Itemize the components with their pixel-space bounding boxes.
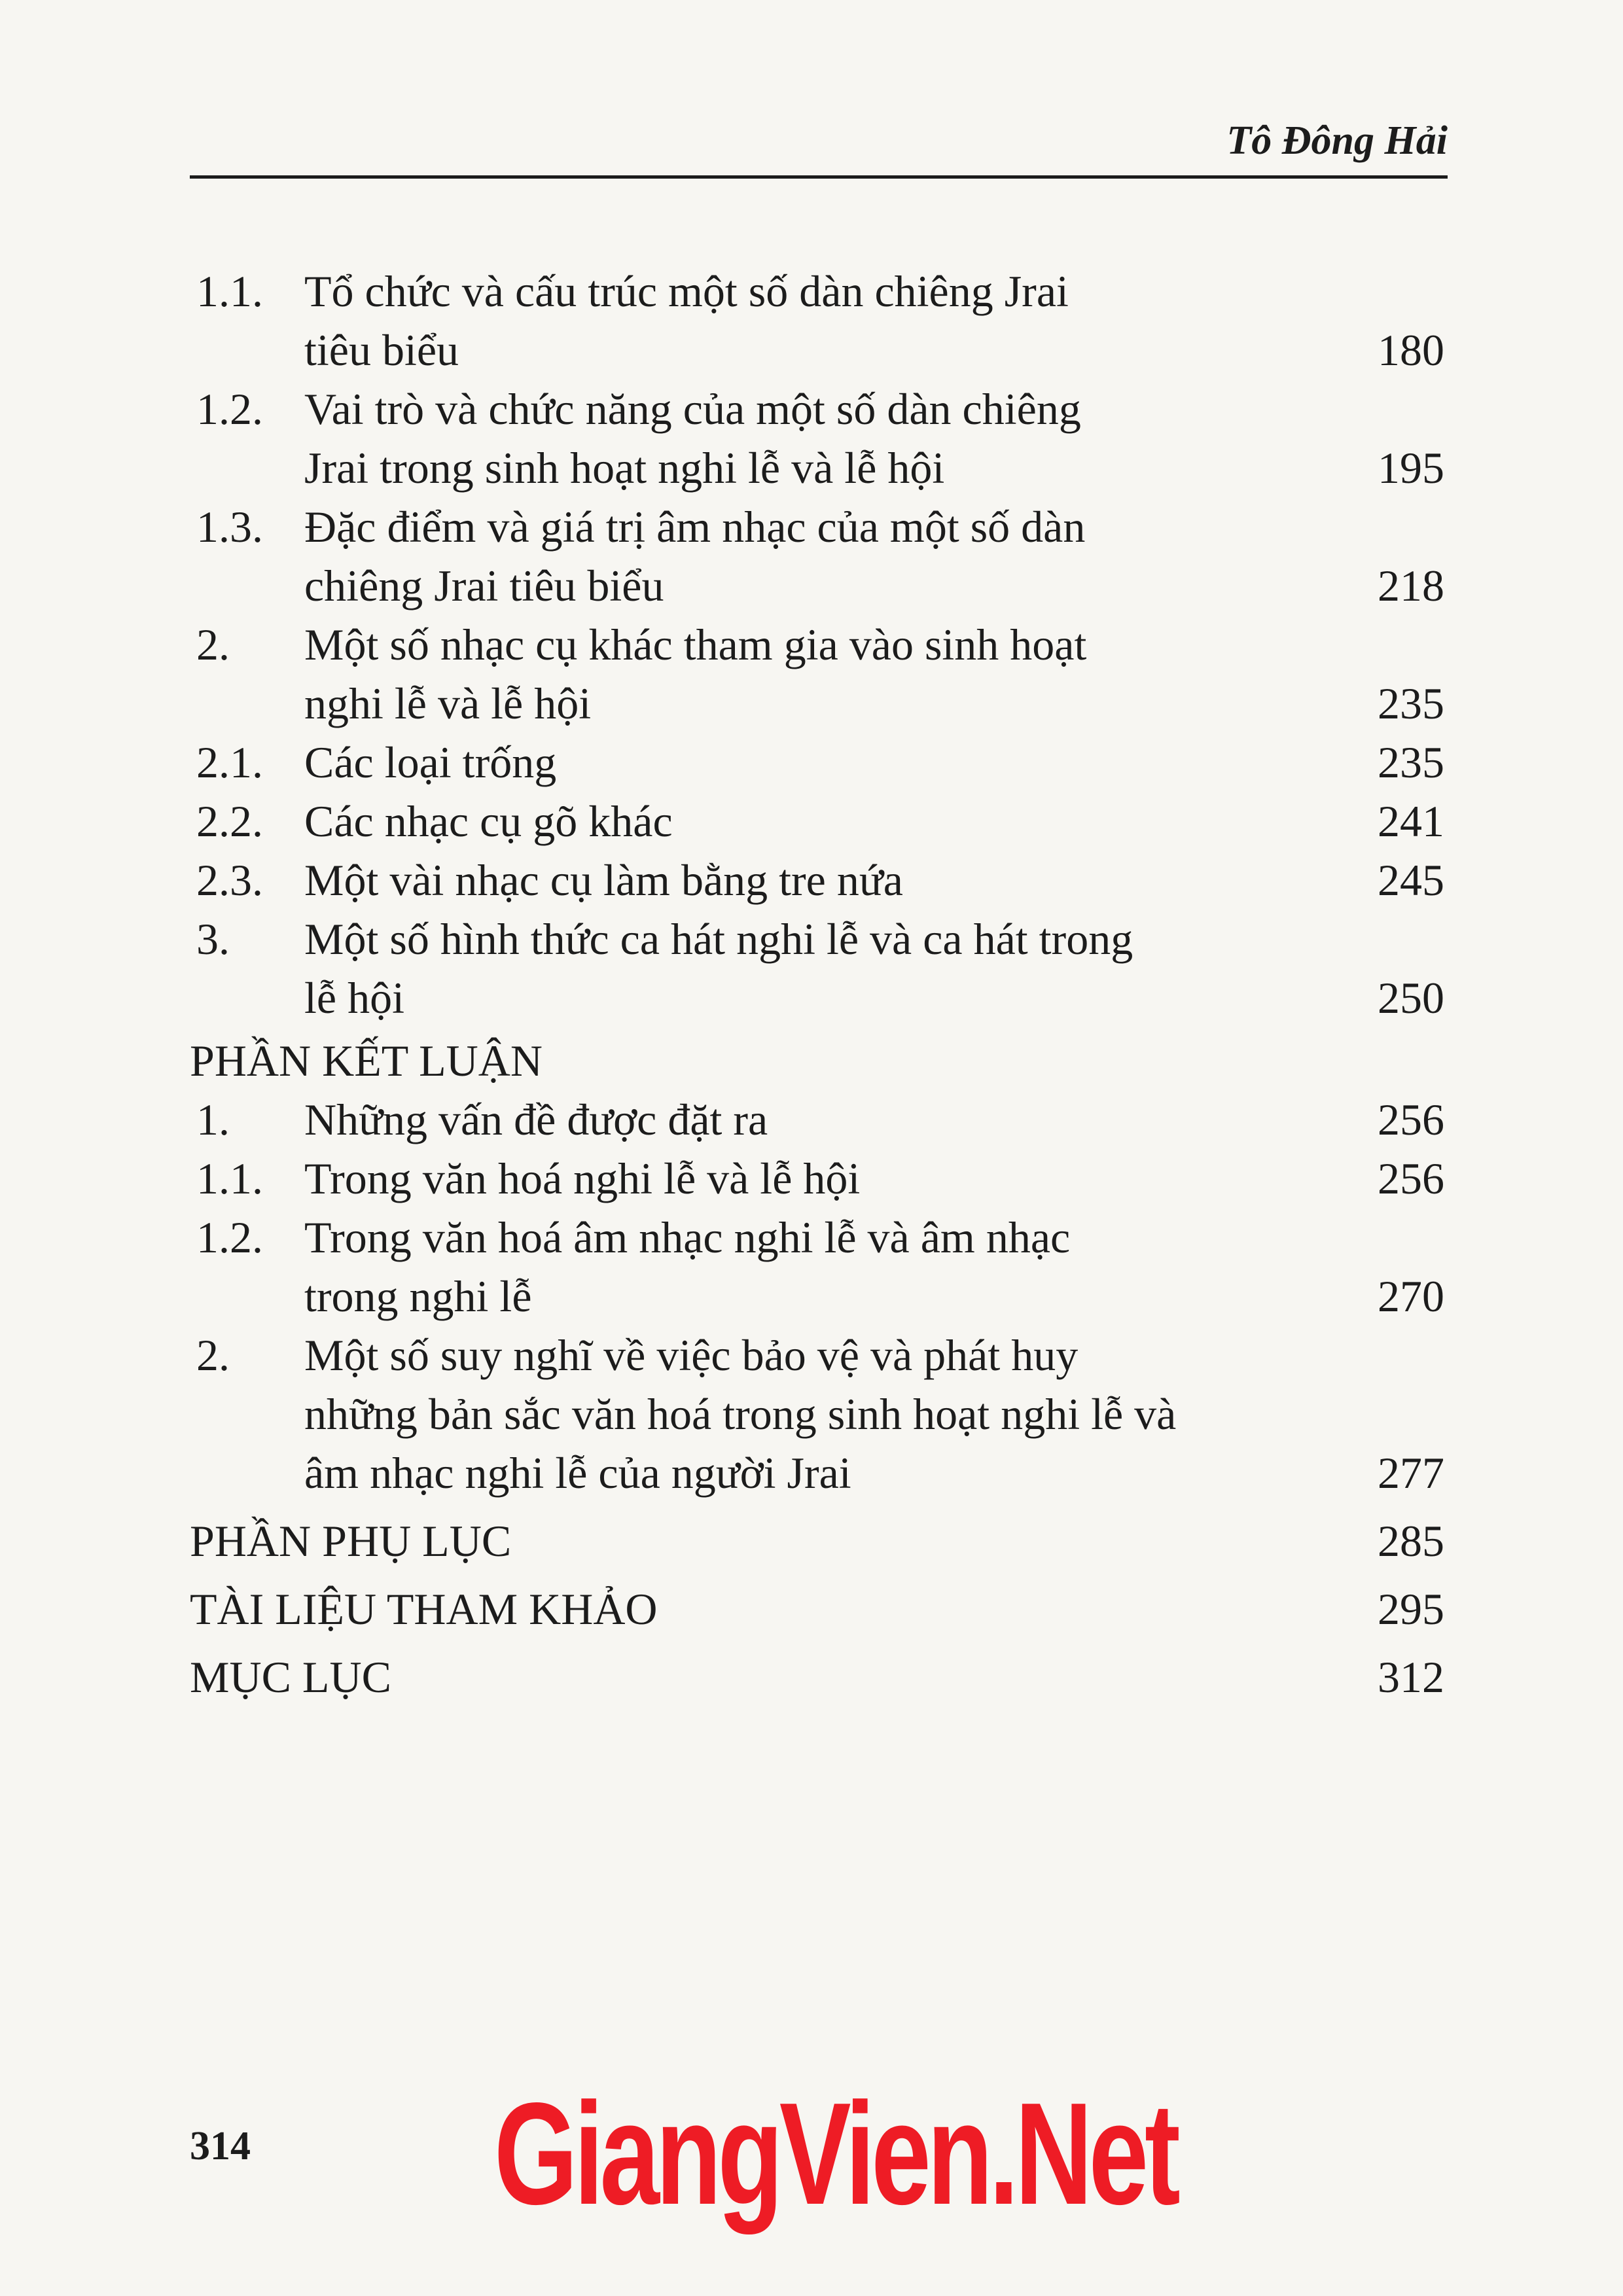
toc-entry-page: 241: [1378, 796, 1444, 846]
running-header-author: Tô Đông Hải: [1226, 118, 1448, 163]
toc-entry-title: Trong văn hoá nghi lễ và lễ hội: [304, 1154, 861, 1203]
table-of-contents: [190, 262, 1448, 1706]
toc-entry-number: 2.1.: [196, 737, 263, 787]
toc-entry-page: 180: [1378, 325, 1444, 375]
toc-entry: [190, 1326, 1448, 1502]
toc-entry-title: PHẦN PHỤ LỤC: [190, 1516, 512, 1566]
toc-entry-page: 218: [1378, 561, 1444, 610]
toc-entry: [190, 1511, 1448, 1570]
toc-entry-page: 256: [1378, 1095, 1444, 1144]
toc-entry: [190, 1031, 1448, 1090]
toc-entry: [190, 497, 1448, 615]
toc-entry-number: 1.1.: [196, 1154, 263, 1203]
toc-entry: [190, 262, 1448, 380]
toc-entry: [190, 615, 1448, 733]
toc-entry-title: Đặc điểm và giá trị âm nhạc của một số dàn chiêng Jrai tiêu biểu: [304, 502, 1086, 610]
toc-entry-title: Trong văn hoá âm nhạc nghi lễ và âm nhạc trong nghi lễ: [304, 1212, 1071, 1321]
toc-entry: [190, 792, 1448, 851]
toc-entry-title: TÀI LIỆU THAM KHẢO: [190, 1584, 658, 1634]
page-number: 314: [190, 2124, 251, 2168]
toc-entry-title: Các loại trống: [304, 737, 557, 787]
toc-entry: [190, 1208, 1448, 1326]
toc-entry: [190, 851, 1448, 910]
toc-entry-page: 285: [1378, 1516, 1444, 1566]
toc-entry-title: Một số suy nghĩ về việc bảo vệ và phát huy những bản sắc văn hoá trong sinh hoạt nghi lễ và âm nhạc nghi lễ của người Jrai: [304, 1330, 1177, 1498]
toc-entry-number: 2.: [196, 620, 230, 669]
toc-entry-number: 2.2.: [196, 796, 263, 846]
watermark: GiangVien.Net: [494, 2073, 1177, 2235]
toc-entry-title: Những vấn đề được đặt ra: [304, 1095, 768, 1144]
toc-entry-number: 1.1.: [196, 266, 263, 316]
toc-entry-title: MỤC LỤC: [190, 1652, 391, 1702]
toc-entry: [190, 733, 1448, 792]
toc-entry-title: Các nhạc cụ gõ khác: [304, 796, 673, 846]
toc-entry-number: 2.3.: [196, 855, 263, 905]
toc-entry-page: 235: [1378, 737, 1444, 787]
toc-entry: [190, 1149, 1448, 1208]
toc-entry-title: Một số hình thức ca hát nghi lễ và ca hát trong lễ hội: [304, 914, 1133, 1023]
toc-entry-page: 250: [1378, 973, 1444, 1023]
toc-entry: [190, 1648, 1448, 1706]
toc-entry: [190, 910, 1448, 1027]
toc-entry-number: 1.2.: [196, 384, 263, 434]
toc-entry-number: 3.: [196, 914, 230, 964]
toc-entry: [190, 380, 1448, 497]
toc-entry: [190, 1090, 1448, 1149]
toc-entry-title: Vai trò và chức năng của một số dàn chiêng Jrai trong sinh hoạt nghi lễ và lễ hội: [304, 384, 1081, 493]
toc-entry-page: 295: [1378, 1584, 1444, 1634]
toc-entry: [190, 1580, 1448, 1638]
toc-entry-number: 1.2.: [196, 1212, 263, 1262]
toc-entry-title: Một số nhạc cụ khác tham gia vào sinh hoạt nghi lễ và lễ hội: [304, 620, 1087, 728]
toc-entry-page: 312: [1378, 1652, 1444, 1702]
toc-entry-page: 245: [1378, 855, 1444, 905]
toc-entry-number: 1.: [196, 1095, 230, 1144]
toc-entry-title: Tổ chức và cấu trúc một số dàn chiêng Jrai tiêu biểu: [304, 266, 1069, 375]
toc-entry-title: Một vài nhạc cụ làm bằng tre nứa: [304, 855, 903, 905]
toc-entry-page: 235: [1378, 679, 1444, 728]
toc-entry-number: 1.3.: [196, 502, 263, 552]
toc-entry-title: PHẦN KẾT LUẬN: [190, 1036, 543, 1086]
toc-entry-page: 277: [1378, 1448, 1444, 1498]
toc-entry-page: 270: [1378, 1271, 1444, 1321]
toc-entry-number: 2.: [196, 1330, 230, 1380]
toc-entry-page: 256: [1378, 1154, 1444, 1203]
toc-entry-page: 195: [1378, 443, 1444, 493]
header-divider: [190, 175, 1448, 179]
